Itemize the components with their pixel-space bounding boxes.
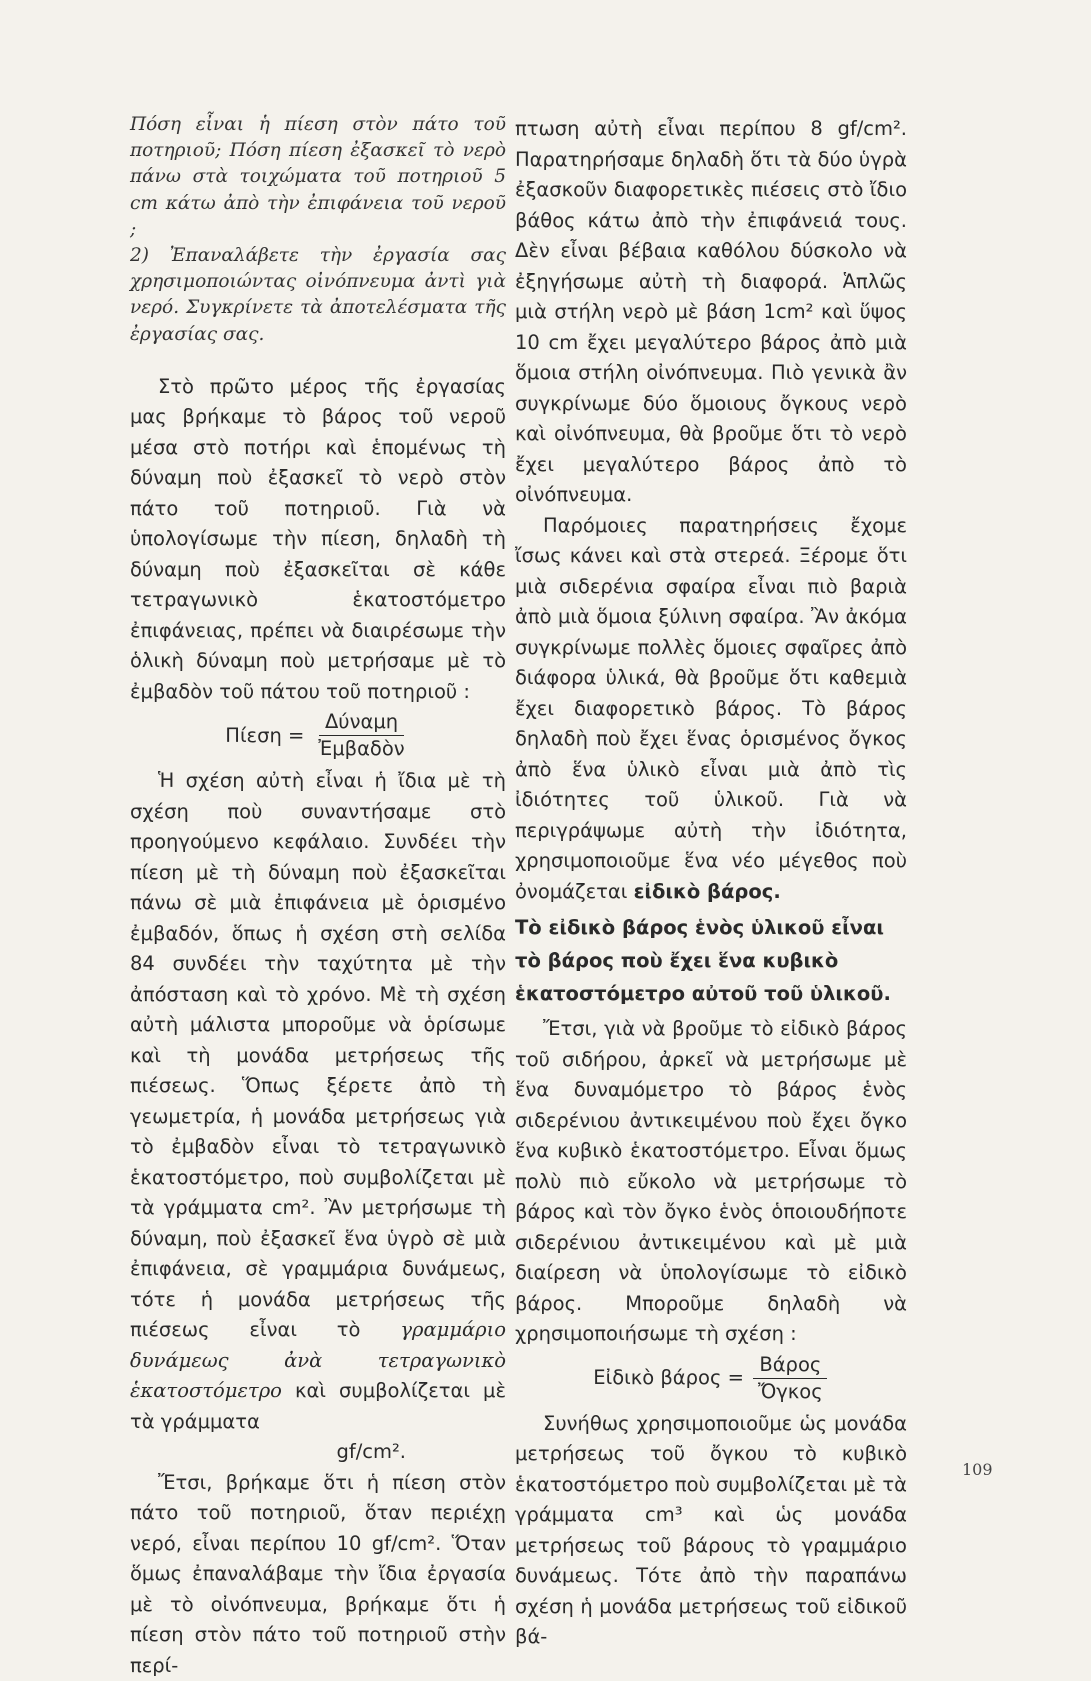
paragraph: Ἔτσι, γιὰ νὰ βροῦμε τὸ εἰδικὸ βάρος τοῦ σιδήρου, ἀρκεῖ νὰ μετρήσωμε μὲ ἕνα δυναμόμετρο τὸ βάρος ἑνὸς σιδερένιου ἀντικειμένου ποὺ ἔχει ὄγκο ἕνα κυβικὸ ἑκατοστόμετρο. Εἶναι ὅμως πολὺ πιὸ εὔκολο νὰ μετρήσωμε τὸ βάρος καὶ τὸν ὄγκο ἑνὸς ὁποιουδήποτε σιδερένιου ἀντικειμένου καὶ μὲ μιὰ διαίρεση νὰ ὑπολογίσωμε τὸ εἰδικὸ βάρος. Μποροῦμε δηλαδὴ νὰ χρησιμοποιήσωμε τὴ σχέση : [515,1017,907,1345]
formula-lhs: Εἰδικὸ βάρος = [593,1365,744,1389]
formula-lhs: Πίεση = [225,723,305,747]
paragraph: Στὸ πρῶτο μέρος τῆς ἐργασίας μας βρήκαμε τὸ βάρος τοῦ νεροῦ μέσα στὸ ποτήρι καὶ ἑπομένως τὴ δύναμη ποὺ ἐξασκεῖ τὸ νερὸ στὸν πάτο τοῦ ποτηριοῦ. Γιὰ νὰ ὑπολογίσωμε τὴν πίεση, δηλαδὴ τὴ δύναμη ποὺ ἐξασκεῖται σὲ κάθε τετραγωνικὸ ἑκατοστόμετρο ἐπιφάνειας, πρέπει νὰ διαιρέσωμε τὴν ὁλικὴ δύναμη ποὺ μετρήσαμε μὲ τὸ ἐμβαδὸν τοῦ πάτου τοῦ ποτηριοῦ : [130,374,506,703]
definition: Τὸ εἰδικὸ βάρος ἑνὸς ὑλικοῦ εἶναι τὸ βάρος ποὺ ἔχει ἕνα κυβικὸ ἑκατοστόμετρο αὐτοῦ τοῦ ὑλικοῦ. [515,916,891,1005]
unit-symbol: gf/cm². [336,1440,406,1464]
paragraph: πτωση αὐτὴ εἶναι περίπου 8 gf/cm². Παρατηρήσαμε δηλαδὴ ὅτι τὰ δύο ὑγρὰ ἐξασκοῦν διαφορετικὲς πιέσεις στὸ ἴδιο βάθος κάτω ἀπὸ τὴν ἐπιφάνειά τους. Δὲν εἶναι βέβαια καθόλου δύσκολο νὰ ἐξηγήσωμε αὐτὴ τὴ διαφορά. Ἁπλῶς μιὰ στήλη νερὸ μὲ βάση 1cm² καὶ ὕψος 10 cm ἔχει μεγαλύτερο βάρος ἀπὸ μιὰ ὅμοια στήλη οἰνόπνευμα. Πιὸ γενικὰ ἂν συγκρίνωμε δύο ὅμοιους ὄγκους νερὸ καὶ οἰνόπνευμα, θὰ βροῦμε ὅτι τὸ νερὸ ἔχει μεγαλύτερο βάρος ἀπὸ τὸ οἰνόπνευμα. [515,117,907,506]
left-column [130,112,506,1681]
paragraph: Συνήθως χρησιμοποιοῦμε ὡς μονάδα μετρήσεως τοῦ ὄγκου τὸ κυβικὸ ἑκατοστόμετρο ποὺ συμβολίζεται μὲ τὰ γράμματα cm³ καὶ ὡς μονάδα μετρήσεως τοῦ βάρους τὸ γραμμάριο δυνάμεως. Τότε ἀπὸ τὴν παραπάνω σχέση ἡ μονάδα μετρήσεως τοῦ εἰδικοῦ βά- [515,1411,907,1648]
term-bold: εἰδικὸ βάρος. [633,879,781,903]
formula-numerator: Δύναμη [319,709,404,736]
right-column [515,114,907,1653]
paragraph: Ἔτσι, βρήκαμε ὅτι ἡ πίεση στὸν πάτο τοῦ ποτηριοῦ, ὅταν περιέχῃ νερό, εἶναι περίπου 10 gf/cm². Ὅταν ὅμως ἐπαναλάβαμε τὴν ἴδια ἐργασία μὲ τὸ οἰνόπνευμα, βρήκαμε ὅτι ἡ πίεση στὸν πάτο τοῦ ποτηριοῦ στὴν περί- [130,1470,506,1677]
paragraph: Παρόμοιες παρατηρήσεις ἔχομε ἴσως κάνει καὶ στὰ στερεά. Ξέρομε ὅτι μιὰ σιδερένια σφαίρα εἶναι πιὸ βαριὰ ἀπὸ μιὰ ὅμοια ξύλινη σφαίρα. Ἂν ἀκόμα συγκρίνωμε πολλὲς ὅμοιες σφαῖρες ἀπὸ διάφορα ὑλικά, θὰ βροῦμε ὅτι καθεμιὰ ἔχει διαφορετικὸ βάρος. Τὸ βάρος δηλαδὴ ποὺ ἔχει ἕνας ὁρισμένος ὄγκος ἀπὸ ἕνα ὑλικὸ εἶναι μιὰ ἀπὸ τὶς ἰδιότητες τοῦ ὑλικοῦ. Γιὰ νὰ περιγράψωμε αὐτὴ τὴν ἰδιότητα, χρησιμοποιοῦμε ἕνα νέο μέγεθος ποὺ ὀνομάζεται εἰδικὸ βάρος. [515,513,907,903]
formula-fraction [752,1352,829,1405]
formula-denominator: Ὄγκος [757,1379,823,1403]
unit-name-italic: γραμμάριο δυνάμεως ἀνὰ τετραγωνικὸ ἑκατοστόμετρο [130,1318,507,1403]
exercise-task-2: 2) Ἐπαναλάβετε τὴν ἐργασία σας χρησιμοποιώντας οἰνόπνευμα ἀντὶ γιὰ νερό. Συγκρίνετε τὰ ἀποτελέσματα τῆς ἐργασίας σας. [130,245,506,345]
formula-fraction [312,709,410,762]
formula-numerator: Βάρος [753,1352,827,1379]
paragraph: Ἡ σχέση αὐτὴ εἶναι ἡ ἴδια μὲ τὴ σχέση ποὺ συναντήσαμε στὸ προηγούμενο κεφάλαιο. Συνδέει τὴν πίεση μὲ τὴ δύναμη ποὺ ἐξασκεῖται πάνω σὲ μιὰ ἐπιφάνεια μὲ ὁρισμένο ἐμβαδόν, ὅπως ἡ σχέση στὴ σελίδα 84 συνδέει τὴν ταχύτητα μὲ τὴν ἀπόσταση καὶ τὸ χρόνο. Μὲ τὴ σχέση αὐτὴ μάλιστα μποροῦμε νὰ ὁρίσωμε καὶ τὴ μονάδα μετρήσεως τῆς πιέσεως. Ὅπως ξέρετε ἀπὸ τὴ γεωμετρία, ἡ μονάδα μετρήσεως γιὰ τὸ ἐμβαδὸν εἶναι τὸ τετραγωνικὸ ἑκατοστόμετρο, ποὺ συμβολίζεται μὲ τὰ γράμματα cm². Ἂν μετρήσωμε τὴ δύναμη, ποὺ ἐξασκεῖ ἕνα ὑγρὸ σὲ μιὰ ἐπιφάνεια, σὲ γραμμάρια δυνάμεως, τότε ἡ μονάδα μετρήσεως τῆς πιέσεως εἶναι τὸ γραμμάριο δυνάμεως ἀνὰ τετραγωνικὸ ἑκατοστόμετρο καὶ συμβολίζεται μὲ τὰ γράμματα [130,769,507,1433]
specific-weight-formula [515,1352,907,1405]
page-number: 109 [962,1460,993,1479]
exercise-question: Πόση εἶναι ἡ πίεση στὸν πάτο τοῦ ποτηριοῦ; Πόση πίεση ἐξασκεῖ τὸ νερὸ πάνω στὰ τοιχώματα τοῦ ποτηριοῦ 5 cm κάτω ἀπὸ τὴν ἐπιφάνεια τοῦ νεροῦ ; [130,114,506,240]
pressure-formula [130,709,506,762]
formula-denominator: Ἐμβαδὸν [318,737,405,761]
